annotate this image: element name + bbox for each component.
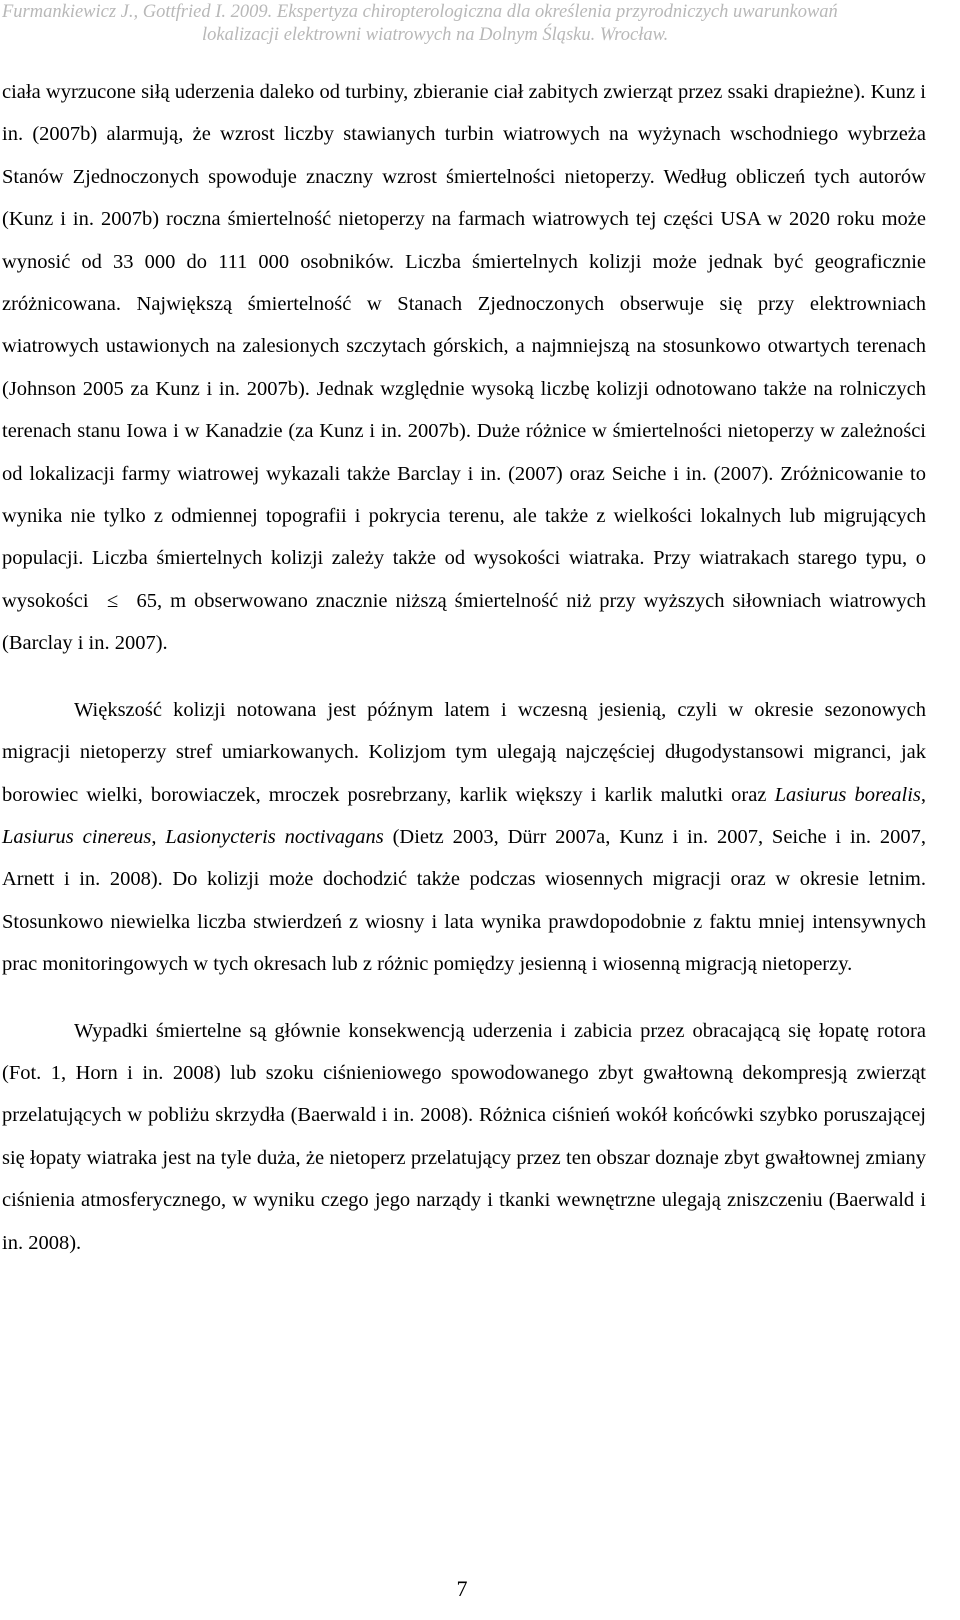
species-name-2: Lasiurus cinereus <box>2 825 152 848</box>
less-or-equal-symbol: ≤ <box>106 589 119 612</box>
species-separator-1: , <box>920 783 927 806</box>
paragraph-1-text-b: 65, m obserwowano znacznie niższą śmiertelność niż przy wyższych siłowniach wiatrowych (Barclay i in. 2007). <box>2 589 927 655</box>
paragraph-2-text-b: (Dietz 2003, Dürr 2007a, Kunz i in. 2007, Seiche i in. 2007, Arnett i in. 2008). Do kolizji może dochodzić także podczas wiosennych migracji oraz w okresie letnim. Stosunkowo niewielka liczba stwierdzeń z wiosny i lata wynika prawdopodobnie z faktu mniej intensywnych prac monitoringowych w tych okresach lub z różnic pomiędzy jesienną i wiosenną migracją nietoperzy. <box>2 825 927 976</box>
paragraph-1 <box>2 71 926 665</box>
running-header-line-1: Furmankiewicz J., Gottfried I. 2009. Ekspertyza chiropterologiczna dla określenia przyrodniczych uwarunkowań <box>2 2 838 22</box>
body-text <box>2 71 926 1264</box>
page-number: 7 <box>456 1576 468 1601</box>
running-header <box>0 0 960 50</box>
paragraph-3: Wypadki śmiertelne są głównie konsekwencją uderzenia i zabicia przez obracającą się łopatę rotora (Fot. 1, Horn i in. 2008) lub szoku ciśnieniowego spowodowanego zbyt gwałtowną dekompresją zwierząt przelatujących w pobliżu skrzydła (Baerwald i in. 2008). Różnica ciśnień wokół końcówki szybko poruszającej się łopaty wiatraka jest na tyle duża, że nietoperz przelatujący przez ten obszar doznaje zbyt gwałtownej zmiany ciśnienia atmosferycznego, w wyniku czego jego narządy i tkanki wewnętrzne ulegają zniszczeniu (Baerwald i in. 2008). <box>2 1019 926 1254</box>
running-header-line-2: lokalizacji elektrowni wiatrowych na Dolnym Śląsku. Wrocław. <box>202 25 669 45</box>
species-separator-2: , <box>151 825 166 848</box>
species-name-1: Lasiurus borealis <box>774 783 921 806</box>
species-name-3: Lasionycteris noctivagans <box>165 825 384 848</box>
paragraph-2 <box>2 689 926 986</box>
paragraph-2-text-a: Większość kolizji notowana jest późnym latem i wczesną jesienią, czyli w okresie sezonowych migracji nietoperzy stref umiarkowanych. Kolizjom tym ulegają najczęściej długodystansowi migranci, jak borowiec wielki, borowiaczek, mroczek posrebrzany, karlik większy i karlik malutki oraz <box>2 698 926 806</box>
paragraph-1-text-a: ciała wyrzucone siłą uderzenia daleko od turbiny, zbieranie ciał zabitych zwierząt przez ssaki drapieżne). Kunz i in. (2007b) alarmują, że wzrost liczby stawianych turbin wiatrowych na wyżynach wschodniego wybrzeża Stanów Zjednoczonych spowoduje znaczny wzrost śmiertelności nietoperzy. Według obliczeń tych autorów (Kunz i in. 2007b) roczna śmiertelność nietoperzy na farmach wiatrowych tej części USA w 2020 roku może wynosić od 33 000 do 111 000 osobników. Liczba śmiertelnych kolizji może jednak być geograficznie zróżnicowana. Największą śmiertelność w Stanach Zjednoczonych obserwuje się przy elektrowniach wiatrowych ustawionych na zalesionych szczytach górskich, a najmniejszą na stosunkowo otwartych terenach (Johnson 2005 za Kunz i in. 2007b). Jednak względnie wysoką liczbę kolizji odnotowano także na rolniczych terenach stanu Iowa i w Kanadzie (za Kunz i in. 2007b). Duże różnice w śmiertelności nietoperzy w zależności od lokalizacji farmy wiatrowej wykazali także Barclay i in. (2007) oraz Seiche i in. (2007). Zróżnicowanie to wynika nie tylko z odmiennej topografii i pokrycia terenu, ale także z wielkości lokalnych lub migrujących populacji. Liczba śmiertelnych kolizji zależy także od wysokości wiatraka. Przy wiatrakach starego typu, o wysokości <box>2 81 926 612</box>
